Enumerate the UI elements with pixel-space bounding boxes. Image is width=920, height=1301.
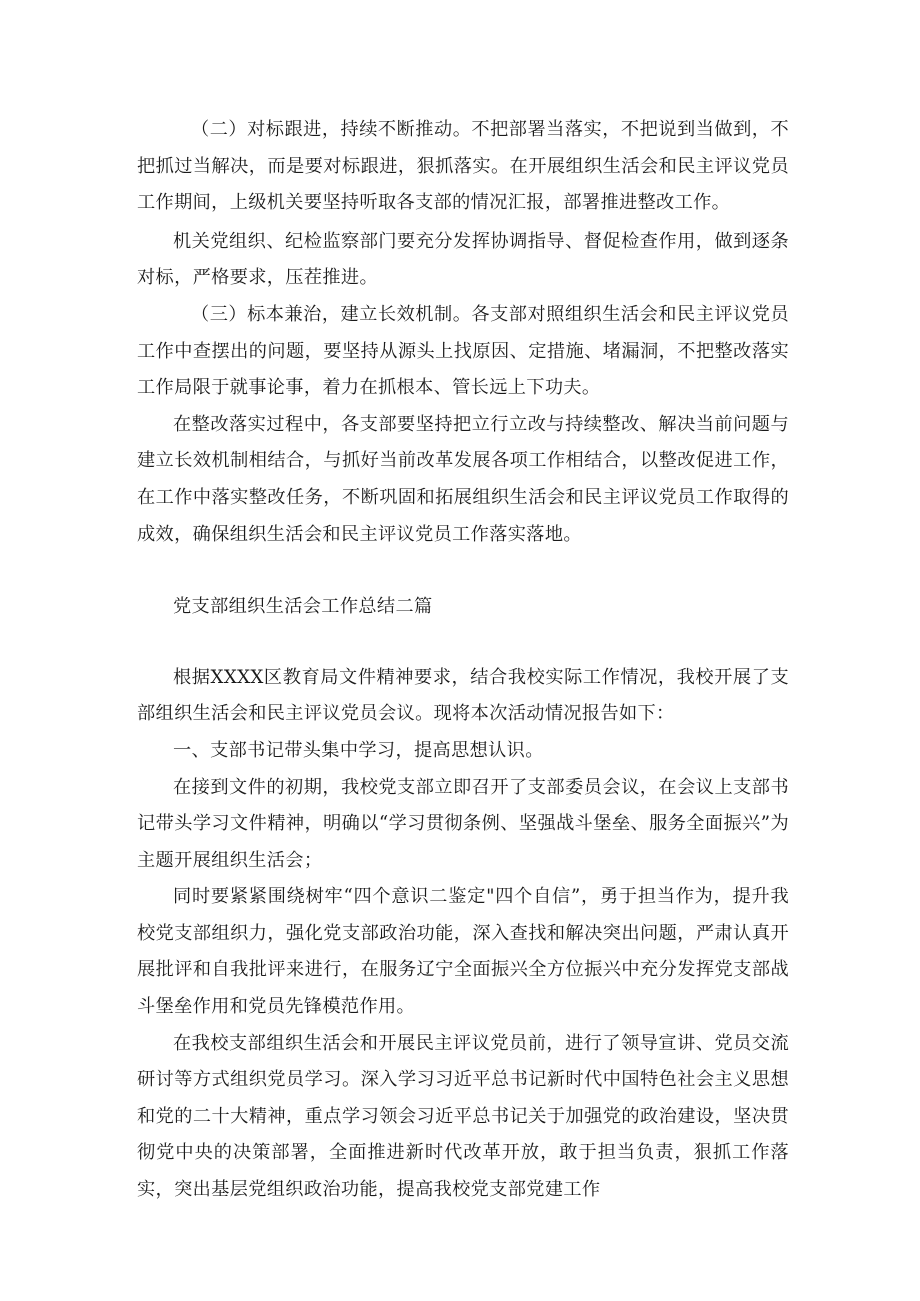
paragraph-four-awareness: 同时要紧紧围绕树牢“四个意识二鉴定"四个自信”，勇于担当作为，提升我校党支部组织力，强化党支部政治功能，深入查找和解决突出问题，严肃认真开展批评和自我批评来进行，在服务辽宁全面振兴全方位振兴中充分发挥党支部战斗堡垒作用和党员先锋模范作用。: [137, 886, 789, 1018]
document-body: [137, 112, 789, 1209]
paragraph-meeting: 在接到文件的初期，我校党支部立即召开了支部委员会议，在会议上支部书记带头学习文件精神，明确以“学习贯彻条例、坚强战斗堡垒、服务全面振兴”为主题开展组织生活会；: [137, 776, 789, 871]
heading-point-1: 一、支部书记带头集中学习，提高思想认识。: [173, 739, 544, 761]
paragraph-item-3: （三）标本兼治，建立长效机制。各支部对照组织生活会和民主评议党员工作中查摆出的问题，要坚持从源头上找原因、定措施、堵漏洞，不把整改落实工作局限于就事论事，着力在抓根本、管长远上下功夫。: [137, 303, 789, 399]
section-title: 党支部组织生活会工作总结二篇: [173, 596, 433, 618]
paragraph-rectification: 在整改落实过程中，各支部要坚持把立行立改与持续整改、解决当前问题与建立长效机制相结合，与抓好当前改革发展各项工作相结合，以整改促进工作，在工作中落实整改任务，不断巩固和拓展组织生活会和民主评议党员工作取得的成效，确保组织生活会和民主评议党员工作落实落地。: [137, 413, 789, 545]
paragraph-study: 在我校支部组织生活会和开展民主评议党员前，进行了领导宣讲、党员交流研讨等方式组织党员学习。深入学习习近平总书记新时代中国特色社会主义思想和党的二十大精神，重点学习领会习近平总书记关于加强党的政治建设，坚决贯彻党中央的决策部署，全面推进新时代改革开放，敢于担当负责，狠抓工作落实，突出基层党组织政治功能，提高我校党支部党建工作: [137, 1032, 789, 1201]
paragraph-item-2: （二）对标跟进，持续不断推动。不把部署当落实，不把说到当做到，不把抓过当解决，而是要对标跟进，狠抓落实。在开展组织生活会和民主评议党员工作期间，上级机关要坚持听取各支部的情况汇报，部署推进整改工作。: [137, 119, 789, 214]
paragraph-intro: 根据XXXX区教育局文件精神要求，结合我校实际工作情况，我校开展了支部组织生活会和民主评议党员会议。现将本次活动情况报告如下：: [137, 666, 789, 725]
paragraph-supervision: 机关党组织、纪检监察部门要充分发挥协调指导、督促检查作用，做到逐条对标，严格要求，压茬推进。: [137, 230, 789, 289]
